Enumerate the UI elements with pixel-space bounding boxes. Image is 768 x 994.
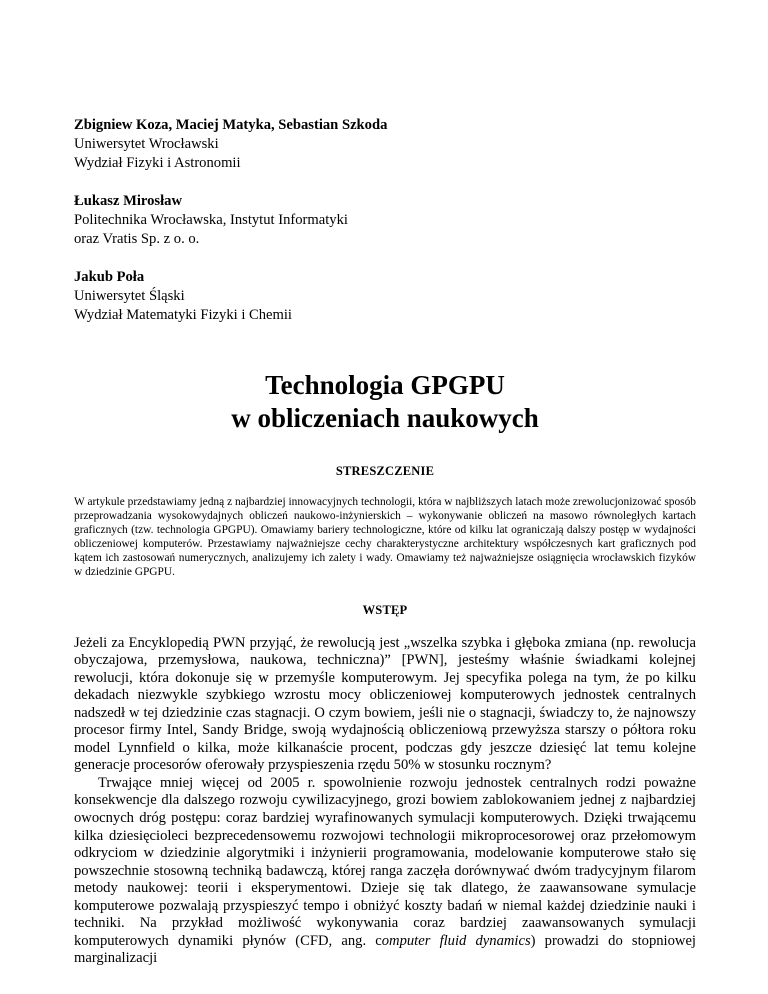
title-line-1: Technologia GPGPU [265,370,505,400]
affiliation-line: Uniwersytet Śląski [74,288,185,304]
introduction-heading: WSTĘP [362,602,408,617]
paper-title [74,369,696,435]
author-names: Jakub Poła [74,269,145,285]
author-names: Łukasz Mirosław [74,193,182,209]
affiliation-line: Uniwersytet Wrocławski [74,136,219,152]
body-paragraph-1: Jeżeli za Encyklopedią PWN przyjąć, że rewolucją jest „wszelka szybka i głęboka zmiana (np. rewolucja obyczajowa, przemysłowa, naukowa, techniczna)” [PWN], jesteśmy właśnie świadkami kolejnej rewolucji, która dokonuje się w przemyśle komputerowym. Jej specyfika polega na tym, że po kilku dekadach niezwykle szybkiego wzrostu mocy obliczeniowej komputerowych jednostek centralnych nadszedł w tej dziedzinie czas stagnacji. O czym bowiem, jeśli nie o stagnacji, świadczy to, że najnowszy procesor firmy Intel, Sandy Bridge, swoją wydajnością obliczeniową przewyższa starszy o półtora roku model Lynnfield o kilka, może kilkanaście procent, podczas gdy jeszcze dziesięć lat temu kolejne generacje procesorów oferowały przyspieszenia rzędu 50% w stosunku rocznym? [74,634,696,774]
affiliation-line: oraz Vratis Sp. z o. o. [74,231,200,247]
title-line-2: w obliczeniach naukowych [231,403,539,433]
affiliation-line: Wydział Matematyki Fizyki i Chemii [74,307,292,323]
italic-term: omputer fluid dynamics [381,932,531,949]
paragraph-text: ) prowadzi do stopniowej marginalizacji [74,932,696,967]
body-paragraph-2 [74,775,696,968]
author-block-3 [74,268,696,325]
document-page [74,116,696,968]
author-block-2 [74,192,696,249]
affiliation-line: Politechnika Wrocławska, Instytut Informatyki [74,212,348,228]
author-block-1 [74,116,696,173]
introduction-body [74,635,696,968]
paragraph-text: Trwające mniej więcej od 2005 r. spowolnienie rozwoju jednostek centralnych rodzi poważne konsekwencje dla dalszego rozwoju cywilizacyjnego, grozi bowiem zablokowaniem jednej z najbardziej owocnych dróg postępu: coraz bardziej wyrafinowanych symulacji komputerowych. Dzięki trwającemu kilka dziesięcioleci bezprecedensowemu rozwojowi technologii mikroprocesorowej oraz przełomowym odkryciom w dziedzinie algorytmiki i inżynierii programowania, modelowanie komputerowe stało się powszechnie stosowną techniką badawczą, której ranga zaczęła dorównywać dwóm tradycyjnym filarom metody naukowej: teorii i eksperymentowi. Dzieje się tak dlatego, że zaawansowane symulacje komputerowe pozwalają przyspieszyć tempo i obniżyć koszty badań w niemal każdej dziedzinie nauki i techniki. Na przykład możliwość wykonywania coraz bardziej zaawansowanych symulacji komputerowych dynamiki płynów (CFD, ang. c [74,774,696,949]
affiliation-line: Wydział Fizyki i Astronomii [74,155,241,171]
author-names: Zbigniew Koza, Maciej Matyka, Sebastian Szkoda [74,117,388,133]
abstract-text: W artykule przedstawiamy jedną z najbardziej innowacyjnych technologii, która w najbliższych latach może zrewolucjonizować sposób przeprowadzania wysokowydajnych obliczeń naukowo-inżynierskich – wykonywanie obliczeń na masowo równoległych kartach graficznych (tzw. technologia GPGPU). Omawiamy bariery technologiczne, które od kilku lat ograniczają dalszy postęp w wydajności obliczeniowej komputerów. Przestawiamy najważniejsze cechy charakterystyczne architektury współczesnych kart graficznych pod kątem ich zastosowań numerycznych, analizujemy ich zalety i wady. Omawiamy też najważniejsze osiągnięcia wrocławskich fizyków w dziedzinie GPGPU. [74,496,696,579]
abstract-heading: STRESZCZENIE [335,464,435,478]
